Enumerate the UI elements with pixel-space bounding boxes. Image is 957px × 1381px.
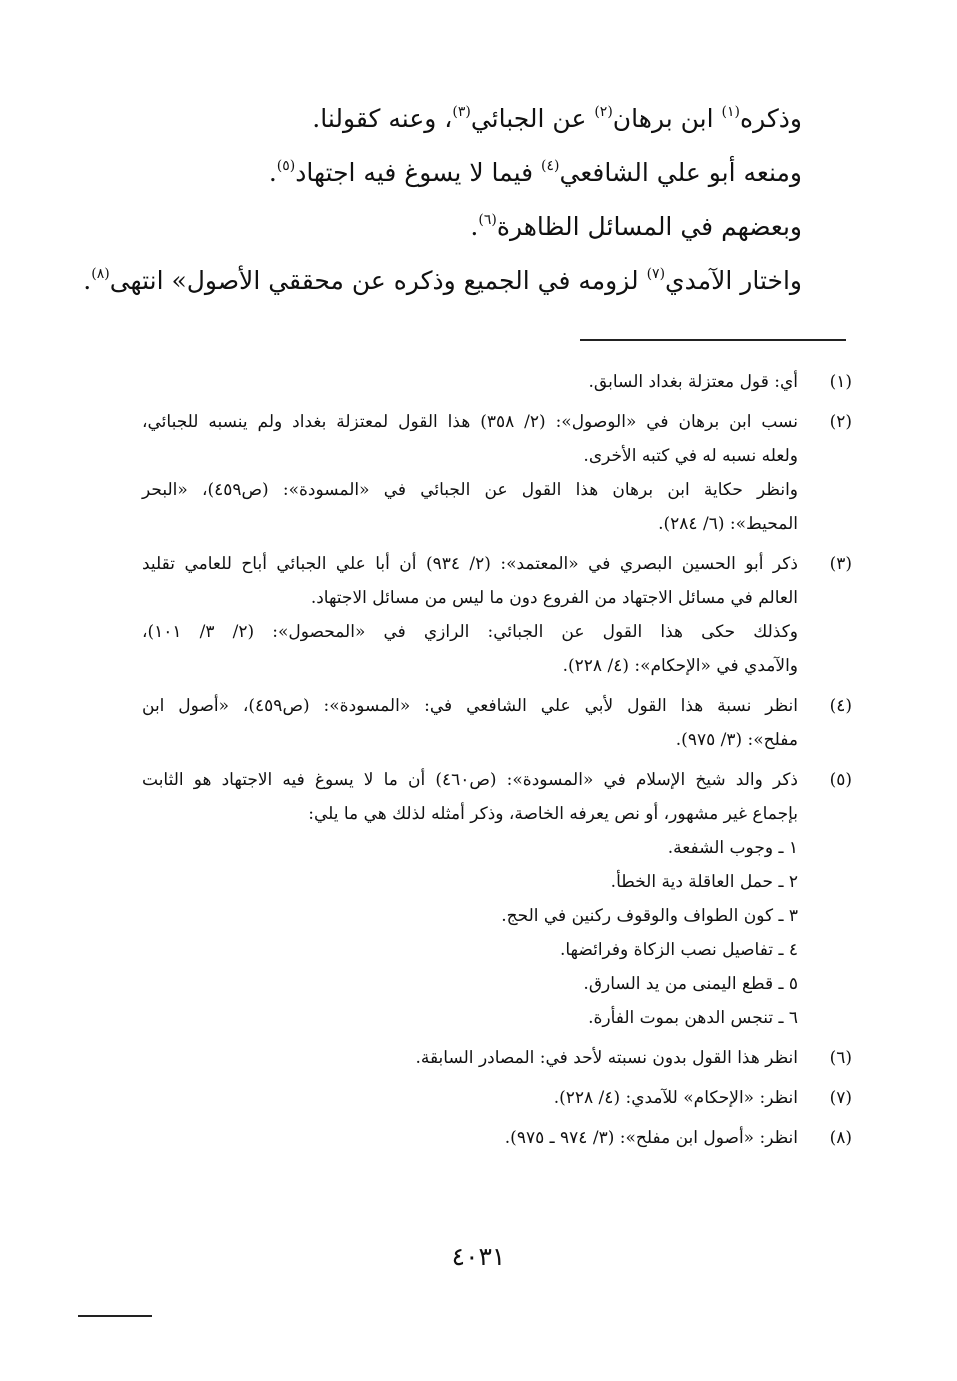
body-text: لزومه في الجميع وذكره عن محققي الأصول» انتهى (109, 266, 647, 295)
footnote-line: ولعله نسبه له في كتبه الأخرى. (583, 446, 798, 466)
body-text: واختار الآمدي (665, 266, 802, 295)
footnote-line: ٢ ـ حمل العاقلة دية الخطأ. (610, 872, 798, 892)
footnote (142, 1081, 852, 1115)
footnote (142, 405, 852, 541)
body-text: عن الجبائي (470, 104, 595, 133)
footnote-number: (٦) (829, 1048, 852, 1068)
footnote-number: (٥) (829, 770, 852, 790)
footnote-line: نسب ابن برهان في «الوصول»: (٢/ ٣٥٨) هذا القول لمعتزلة بغداد ولم ينسبه للجبائي، (142, 412, 798, 432)
footnote-line: بإجماع غير مشهور، أو نص يعرفه الخاصة، وذكر أمثله لذلك هي ما يلي: (308, 804, 798, 824)
footnote-number: (٨) (829, 1128, 852, 1148)
footnote-line: أي: قول معتزلة بغداد السابق. (588, 372, 798, 392)
footnote-number: (٣) (829, 554, 852, 574)
footnote-ref: (٨) (91, 266, 110, 282)
body-text: ومنعه أبو علي الشافعي (559, 158, 802, 187)
body-line (112, 92, 802, 146)
footnote-line: وانظر حكاية ابن برهان هذا القول عن الجبائي في «المسودة»: (ص٤٥٩)، «البحر (142, 480, 798, 500)
body-text: وبعضهم في المسائل الظاهرة (496, 212, 802, 241)
footnote-ref: (٣) (452, 104, 471, 120)
footnote-line: وكذلك حكى هذا القول عن الجبائي: الرازي في «المحصول»: (٢/ ٣/ ١٠١)، (142, 622, 798, 642)
body-text: . (470, 212, 479, 241)
footnote-number: (٤) (829, 696, 852, 716)
body-line (112, 200, 802, 254)
footnote-ref: (٦) (478, 212, 497, 228)
footnote-line: ٤ ـ تفاصيل نصب الزكاة وفرائضها. (559, 940, 798, 960)
footnote (142, 763, 852, 1035)
footnote (142, 547, 852, 683)
footnote-number: (٢) (829, 412, 852, 432)
footnote-ref: (٥) (276, 158, 296, 174)
footnote-line: ٥ ـ قطع اليمنى من يد السارق. (583, 974, 798, 994)
footnote-ref: (٤) (541, 158, 560, 174)
footnote (142, 1041, 852, 1075)
footnote-line: ٣ ـ كون الطواف والوقوف ركنين في الحج. (501, 906, 798, 926)
footnote-ref: (١) (721, 104, 740, 120)
footnote (142, 1121, 852, 1155)
footnote-line: ١ ـ وجوب الشفعة. (667, 838, 798, 858)
footnote-ref: (٢) (594, 104, 613, 120)
body-text: ابن برهان (612, 104, 722, 133)
footnote (142, 365, 852, 399)
footnote-line: ذكر أبو الحسين البصري في «المعتمد»: (٢/ ٩٣٤) أن أبا علي الجبائي أباح للعامي تقليد (142, 554, 798, 574)
footnote-line: ذكر والد شيخ الإسلام في «المسودة»: (ص٤٦٠) أن ما لا يسوغ فيه الاجتهاد هو الثابت (142, 770, 798, 790)
body-text: فيما لا يسوغ فيه اجتهاد (295, 158, 542, 187)
footnote-separator (580, 339, 846, 341)
body-text: وذكره (740, 104, 802, 133)
body-line (112, 146, 802, 200)
footnote-line: انظر: «أصول ابن مفلح»: (٣/ ٩٧٤ ـ ٩٧٥). (504, 1128, 798, 1148)
footnote-line: مفلح»: (٣/ ٩٧٥). (675, 730, 798, 750)
corner-rule (78, 1315, 152, 1317)
footnote-line: انظر نسبة هذا القول لأبي علي الشافعي في: «المسودة»: (ص٤٥٩)، «أصول ابن (142, 696, 799, 716)
footnote (142, 689, 852, 757)
footnote-line: العالم في مسائل الاجتهاد من الفروع دون ما ليس من مسائل الاجتهاد. (310, 588, 798, 608)
body-text: . (83, 266, 92, 295)
footnotes (142, 365, 852, 1161)
footnote-number: (١) (829, 372, 852, 392)
footnote-line: ٦ ـ تنجس الدهن بموت الفأرة. (588, 1008, 798, 1028)
body-line (83, 254, 802, 308)
footnote-number: (٧) (829, 1088, 852, 1108)
footnote-line: المحيط»: (٦/ ٢٨٤). (658, 514, 798, 534)
footnote-line: انظر هذا القول بدون نسبته لأحد في: المصادر السابقة. (415, 1048, 798, 1068)
footnote-ref: (٧) (646, 266, 666, 282)
footnote-line: والآمدي في «الإحكام»: (٤/ ٢٢٨). (562, 656, 798, 676)
main-text (83, 92, 802, 308)
footnote-line: انظر: «الإحكام» للآمدي: (٤/ ٢٢٨). (553, 1088, 798, 1108)
page-number: ٤٠٣١ (451, 1242, 506, 1271)
body-text: . (268, 158, 277, 187)
body-text: ، وعنه كقولنا. (312, 104, 453, 133)
